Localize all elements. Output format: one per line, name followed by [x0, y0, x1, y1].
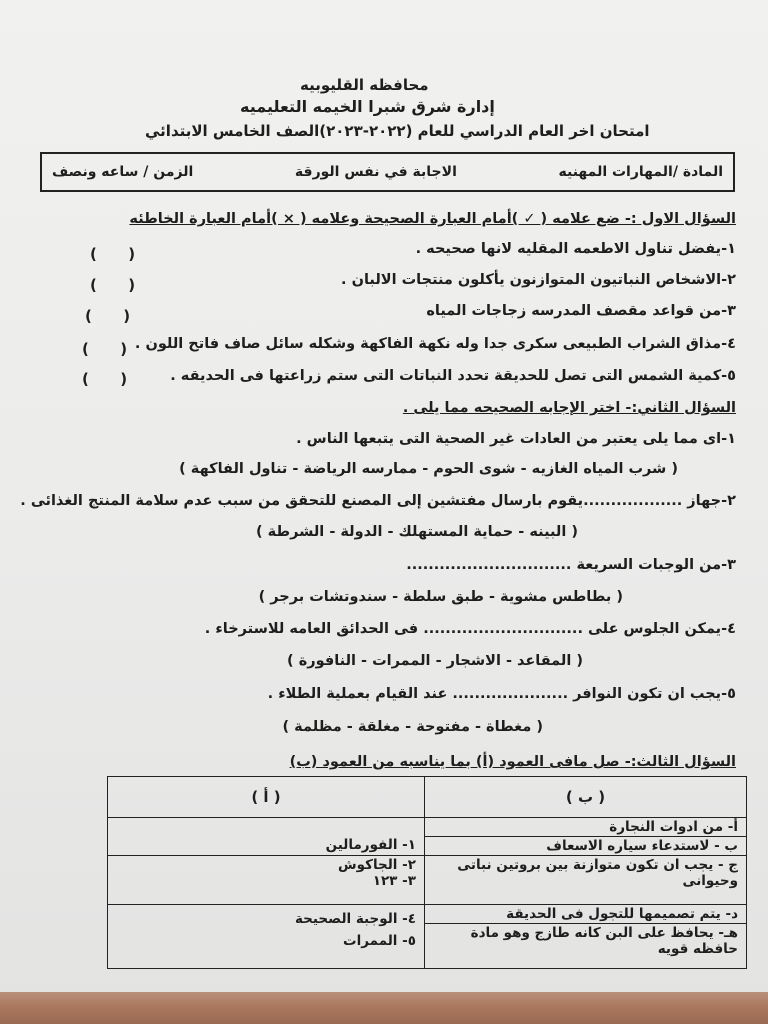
- q1-answer-box-5[interactable]: ( ): [82, 370, 128, 388]
- q1-item-5: ٥-كمية الشمس التى تصل للحديقة تحدد النباتات التى ستم زراعتها فى الحديقه .: [170, 368, 736, 384]
- answer-note: الاجابة في نفس الورقة: [294, 164, 457, 180]
- column-b-item-4: د- يتم تصميمها للتجول فى الحديقة: [425, 905, 747, 924]
- exam-title: امتحان اخر العام الدراسي للعام (٢٠٢٢-٢٠٢٣)الصف الخامس الابتدائي: [145, 122, 650, 140]
- q3-title: السؤال الثالث:- صل مافى العمود (أ) بما يناسبه من العمود (ب): [289, 754, 736, 770]
- column-b-item-1: أ- من ادوات النجارة: [425, 818, 747, 837]
- column-a-items-2-3: [108, 856, 425, 905]
- q1-answer-box-1[interactable]: ( ): [90, 245, 136, 263]
- time-label: الزمن / ساعه ونصف: [52, 164, 194, 180]
- q2-options-1[interactable]: ( شرب المياه الغازيه - شوى الحوم - ممارسه الرياضة - تناول الفاكهة ): [179, 461, 678, 477]
- column-b-header: ( ب ): [425, 777, 747, 818]
- q2-options-4[interactable]: ( المقاعد - الاشجار - الممرات - النافورة ): [287, 653, 583, 669]
- column-b-item-2: ب - لاستدعاء سياره الاسعاف: [425, 837, 747, 856]
- column-a-item-2: ٢- الجاكوش: [338, 857, 416, 873]
- column-b-item-5: هـ- يحافظ على البن كانه طازج وهو مادة حافظه قويه: [425, 924, 747, 969]
- matching-table: [107, 776, 747, 969]
- q2-item-4: ٤-يمكن الجلوس على ............................. فى الحدائق العامه للاسترخاء .: [204, 621, 736, 637]
- column-a-item-5: ٥- الممرات: [343, 933, 416, 949]
- q1-item-3: ٣-من قواعد مقصف المدرسه زجاجات المياه: [426, 303, 736, 319]
- table-header-row: [108, 777, 747, 818]
- q1-answer-box-3[interactable]: ( ): [85, 307, 131, 325]
- q2-options-5[interactable]: ( مغطاة - مفتوحة - مغلقة - مظلمة ): [282, 719, 543, 735]
- q2-options-2[interactable]: ( البينه - حماية المستهلك - الدولة - الشرطة ): [255, 524, 578, 540]
- q2-title: السؤال الثاني:- اختر الإجابه الصحيحه مما يلى .: [402, 400, 736, 416]
- column-a-items-4-5: [108, 905, 425, 969]
- subject-label: المادة /المهارات المهنيه: [558, 164, 723, 180]
- table-row: [108, 818, 747, 837]
- q2-item-2: ٢-جهاز ..................يقوم بارسال مفتشين إلى المصنع للتحقق من سبب عدم سلامة المنتج الغذائى .: [20, 493, 736, 509]
- governorate-heading: محافظه القليوبيه: [300, 76, 429, 94]
- q1-title: السؤال الاول :- ضع علامه ( ✓ )أمام العبارة الصحيحة وعلامه ( × )أمام العبارة الخاطئه: [129, 211, 736, 227]
- q1-answer-box-2[interactable]: ( ): [90, 276, 136, 294]
- q1-item-4: ٤-مذاق الشراب الطبيعى سكرى جدا وله نكهة الفاكهة وشكله سائل صاف فاتح اللون .: [134, 336, 736, 352]
- column-b-item-3: ج - يجب ان تكون متوازنة بين بروتين نباتى وحيوانى: [425, 856, 747, 905]
- q2-item-5: ٥-يجب ان تكون النوافر ..................... عند القيام بعملية الطلاء .: [267, 686, 736, 702]
- column-a-item-4: ٤- الوجبة الصحيحة: [295, 911, 416, 927]
- q1-item-1: ١-يفضل تناول الاطعمه المقليه لانها صحيحه .: [415, 241, 736, 257]
- q1-answer-box-4[interactable]: ( ): [82, 340, 128, 358]
- table-row: [108, 856, 747, 905]
- q2-item-3: ٣-من الوجبات السريعة ..............................: [406, 557, 736, 573]
- column-a-item-3: ٣- ١٢٣: [372, 873, 416, 889]
- q1-item-2: ٢-الاشخاص النباتيون المتوازنون يأكلون منتجات الالبان .: [341, 272, 736, 288]
- administration-heading: إدارة شرق شبرا الخيمه التعليميه: [240, 97, 495, 116]
- column-a-item-1: ١- الفورمالين: [108, 818, 425, 856]
- exam-info-box: [40, 152, 735, 192]
- q2-item-1: ١-اى مما يلى يعتبر من العادات غير الصحية التى يتبعها الناس .: [296, 431, 736, 447]
- q2-options-3[interactable]: ( بطاطس مشوية - طبق سلطة - سندوتشات برجر ): [258, 589, 623, 605]
- column-a-header: ( أ ): [108, 777, 425, 818]
- table-row: [108, 905, 747, 924]
